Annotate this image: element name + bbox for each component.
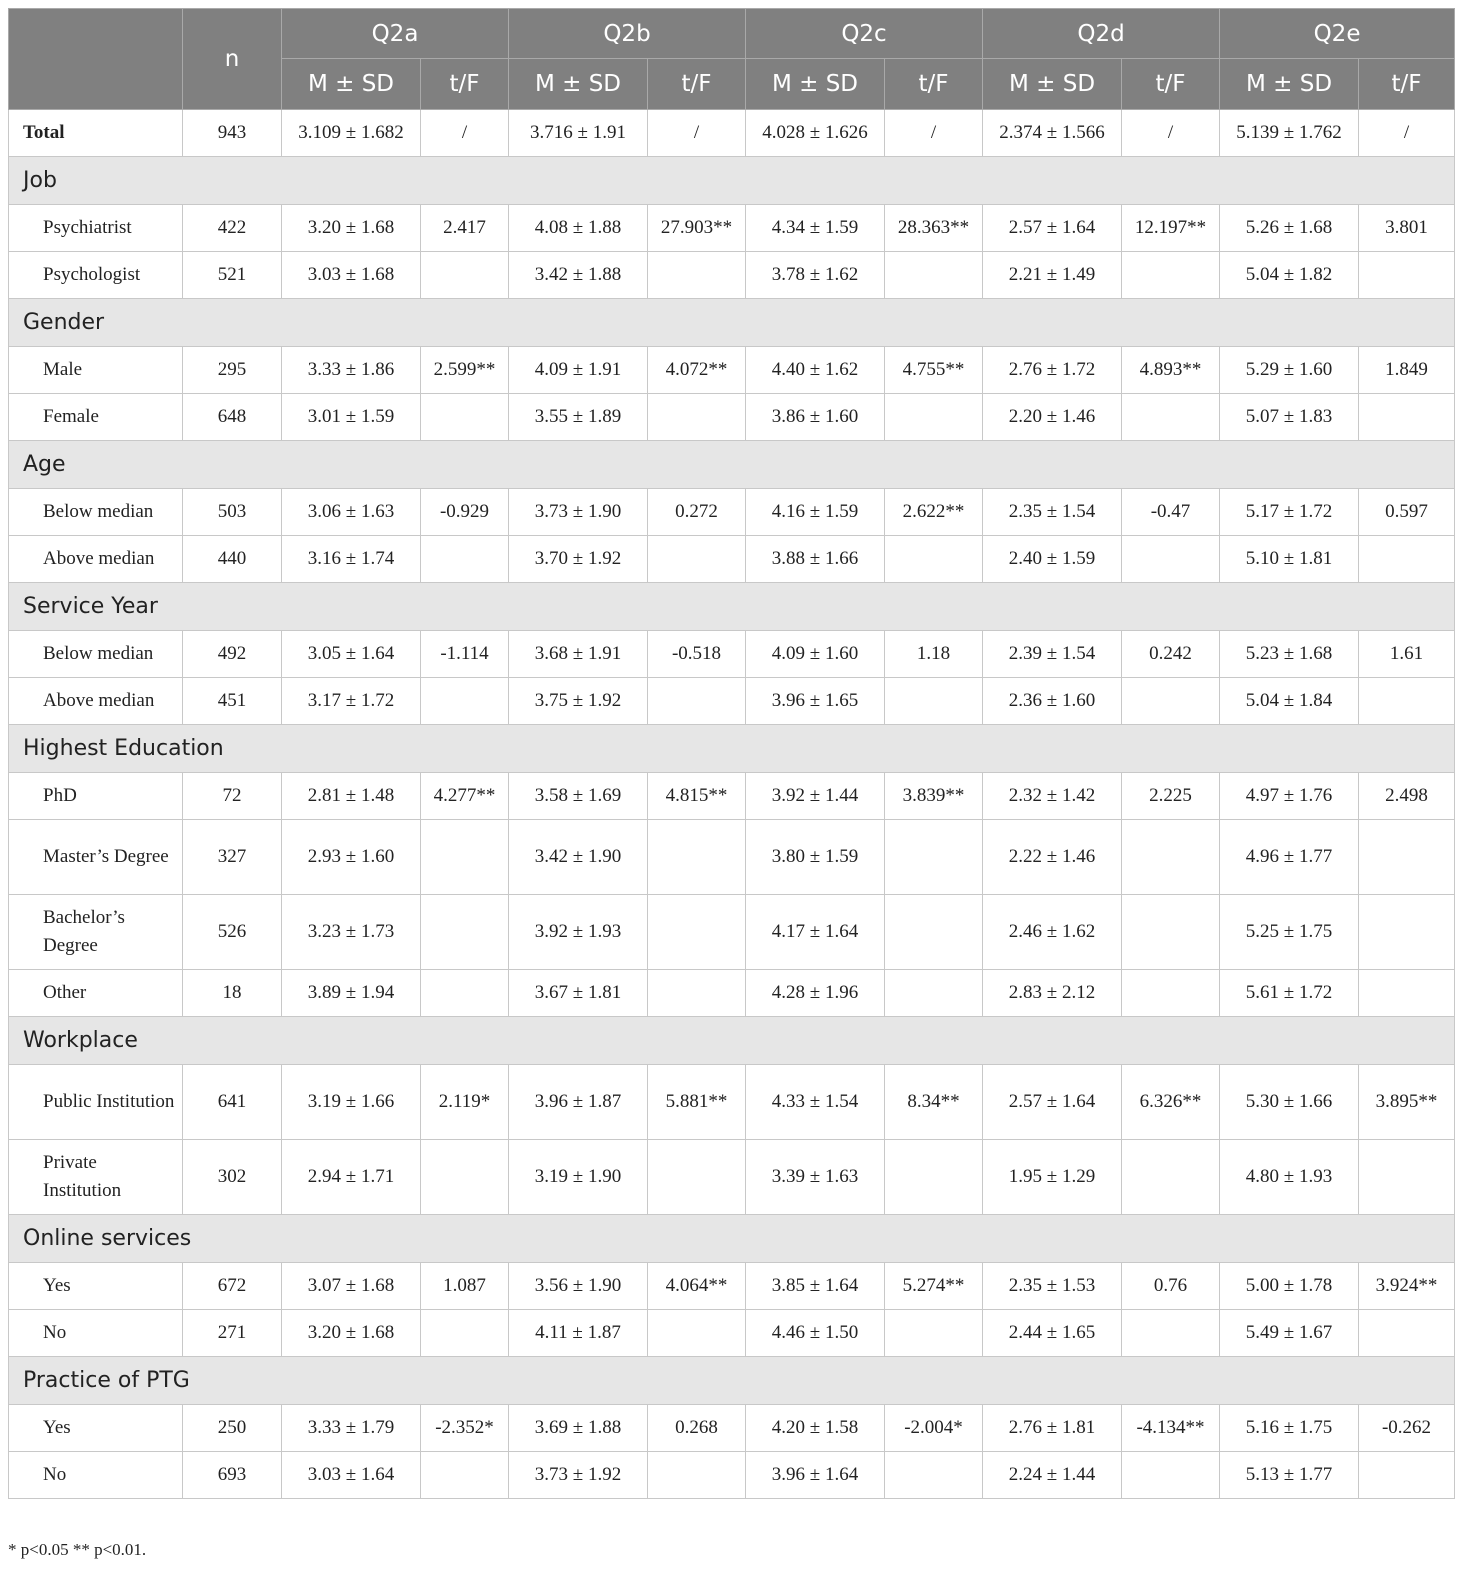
- table-cell: 5.17 ± 1.72: [1220, 489, 1359, 536]
- table-cell: 0.268: [648, 1405, 746, 1452]
- table-cell: [1122, 970, 1220, 1017]
- table-cell: 2.21 ± 1.49: [983, 252, 1122, 299]
- table-cell: 8.34**: [885, 1065, 983, 1140]
- header-n: n: [183, 9, 282, 110]
- table-cell: [885, 1310, 983, 1357]
- table-cell: [885, 820, 983, 895]
- table-cell: 1.95 ± 1.29: [983, 1140, 1122, 1215]
- table-row: [9, 631, 1455, 678]
- table-cell: 3.33 ± 1.79: [282, 1405, 421, 1452]
- table-cell: 2.76 ± 1.81: [983, 1405, 1122, 1452]
- row-n: 693: [183, 1452, 282, 1499]
- header-msd: M ± SD: [983, 59, 1122, 110]
- row-n: 302: [183, 1140, 282, 1215]
- table-cell: -0.518: [648, 631, 746, 678]
- table-cell: 4.16 ± 1.59: [746, 489, 885, 536]
- row-label: Yes: [9, 1263, 183, 1310]
- group-header-row: [9, 441, 1455, 489]
- table-cell: 3.05 ± 1.64: [282, 631, 421, 678]
- table-cell: 4.277**: [421, 773, 509, 820]
- header-msd: M ± SD: [282, 59, 421, 110]
- table-cell: 3.23 ± 1.73: [282, 895, 421, 970]
- results-table: [8, 8, 1455, 1499]
- total-n: 943: [183, 110, 282, 157]
- row-n: 440: [183, 536, 282, 583]
- table-cell: [1359, 536, 1455, 583]
- table-cell: -0.929: [421, 489, 509, 536]
- table-cell: 2.622**: [885, 489, 983, 536]
- table-cell: 5.274**: [885, 1263, 983, 1310]
- table-cell: 2.20 ± 1.46: [983, 394, 1122, 441]
- table-cell: [1359, 970, 1455, 1017]
- table-cell: 28.363**: [885, 205, 983, 252]
- table-cell: 3.96 ± 1.64: [746, 1452, 885, 1499]
- table-row: [9, 895, 1455, 970]
- table-cell: 2.94 ± 1.71: [282, 1140, 421, 1215]
- table-cell: 1.18: [885, 631, 983, 678]
- table-cell: 3.69 ± 1.88: [509, 1405, 648, 1452]
- table-cell: /: [885, 110, 983, 157]
- header-q2d: Q2d: [983, 9, 1220, 59]
- table-cell: [885, 252, 983, 299]
- table-cell: 5.881**: [648, 1065, 746, 1140]
- table-cell: 5.23 ± 1.68: [1220, 631, 1359, 678]
- row-label: Psychiatrist: [9, 205, 183, 252]
- table-cell: 3.96 ± 1.65: [746, 678, 885, 725]
- table-cell: [885, 394, 983, 441]
- table-cell: [1359, 1452, 1455, 1499]
- table-cell: 2.83 ± 2.12: [983, 970, 1122, 1017]
- table-cell: 3.20 ± 1.68: [282, 205, 421, 252]
- row-label: Yes: [9, 1405, 183, 1452]
- table-cell: 3.895**: [1359, 1065, 1455, 1140]
- table-cell: 3.92 ± 1.44: [746, 773, 885, 820]
- table-cell: 3.03 ± 1.68: [282, 252, 421, 299]
- group-title: Workplace: [9, 1017, 1455, 1065]
- table-cell: -4.134**: [1122, 1405, 1220, 1452]
- table-cell: [648, 678, 746, 725]
- row-label: Above median: [9, 678, 183, 725]
- table-cell: 3.03 ± 1.64: [282, 1452, 421, 1499]
- table-cell: 3.33 ± 1.86: [282, 347, 421, 394]
- header-msd: M ± SD: [1220, 59, 1359, 110]
- row-label: No: [9, 1452, 183, 1499]
- table-cell: [1359, 394, 1455, 441]
- table-cell: 3.07 ± 1.68: [282, 1263, 421, 1310]
- table-cell: 5.04 ± 1.84: [1220, 678, 1359, 725]
- table-cell: -2.004*: [885, 1405, 983, 1452]
- table-cell: 3.19 ± 1.90: [509, 1140, 648, 1215]
- table-row: [9, 970, 1455, 1017]
- group-header-row: [9, 725, 1455, 773]
- table-cell: 4.46 ± 1.50: [746, 1310, 885, 1357]
- header-tf: t/F: [421, 59, 509, 110]
- table-header: [9, 9, 1455, 110]
- table-cell: /: [421, 110, 509, 157]
- table-cell: [1359, 1310, 1455, 1357]
- table-cell: 5.00 ± 1.78: [1220, 1263, 1359, 1310]
- table-cell: [421, 820, 509, 895]
- table-cell: /: [648, 110, 746, 157]
- table-cell: 5.26 ± 1.68: [1220, 205, 1359, 252]
- table-cell: 4.064**: [648, 1263, 746, 1310]
- row-n: 271: [183, 1310, 282, 1357]
- header-q2b: Q2b: [509, 9, 746, 59]
- header-q2e: Q2e: [1220, 9, 1455, 59]
- table-cell: [648, 536, 746, 583]
- group-title: Age: [9, 441, 1455, 489]
- table-cell: 4.97 ± 1.76: [1220, 773, 1359, 820]
- table-cell: 2.76 ± 1.72: [983, 347, 1122, 394]
- table-cell: [421, 394, 509, 441]
- group-header-row: [9, 583, 1455, 631]
- header-tf: t/F: [1359, 59, 1455, 110]
- table-cell: 3.73 ± 1.92: [509, 1452, 648, 1499]
- table-cell: 2.417: [421, 205, 509, 252]
- table-cell: [648, 820, 746, 895]
- row-label: Bachelor’s Degree: [9, 895, 183, 970]
- table-cell: [648, 1310, 746, 1357]
- table-cell: 3.17 ± 1.72: [282, 678, 421, 725]
- table-cell: 3.78 ± 1.62: [746, 252, 885, 299]
- table-cell: -0.47: [1122, 489, 1220, 536]
- row-label: Female: [9, 394, 183, 441]
- table-cell: 4.11 ± 1.87: [509, 1310, 648, 1357]
- row-label: Male: [9, 347, 183, 394]
- group-header-row: [9, 1357, 1455, 1405]
- group-title: Highest Education: [9, 725, 1455, 773]
- row-n: 250: [183, 1405, 282, 1452]
- row-n: 526: [183, 895, 282, 970]
- table-cell: 2.35 ± 1.54: [983, 489, 1122, 536]
- table-cell: 2.57 ± 1.64: [983, 1065, 1122, 1140]
- table-cell: [1122, 1310, 1220, 1357]
- row-label: Master’s Degree: [9, 820, 183, 895]
- table-cell: [1359, 252, 1455, 299]
- table-cell: 4.815**: [648, 773, 746, 820]
- row-label: No: [9, 1310, 183, 1357]
- table-row: [9, 252, 1455, 299]
- table-cell: 3.20 ± 1.68: [282, 1310, 421, 1357]
- table-cell: 4.17 ± 1.64: [746, 895, 885, 970]
- header-q2a: Q2a: [282, 9, 509, 59]
- table-cell: 4.893**: [1122, 347, 1220, 394]
- table-cell: [648, 1140, 746, 1215]
- table-footnote: * p<0.05 ** p<0.01.: [8, 1540, 147, 1559]
- table-cell: 5.10 ± 1.81: [1220, 536, 1359, 583]
- table-cell: [1122, 820, 1220, 895]
- table-cell: 2.599**: [421, 347, 509, 394]
- table-cell: 3.55 ± 1.89: [509, 394, 648, 441]
- table-cell: 1.61: [1359, 631, 1455, 678]
- table-cell: -1.114: [421, 631, 509, 678]
- row-n: 451: [183, 678, 282, 725]
- table-cell: 2.57 ± 1.64: [983, 205, 1122, 252]
- table-cell: [1122, 1452, 1220, 1499]
- table-cell: 27.903**: [648, 205, 746, 252]
- table-cell: [648, 394, 746, 441]
- table-cell: -2.352*: [421, 1405, 509, 1452]
- row-n: 327: [183, 820, 282, 895]
- table-cell: [648, 970, 746, 1017]
- table-cell: 5.61 ± 1.72: [1220, 970, 1359, 1017]
- table-cell: 2.93 ± 1.60: [282, 820, 421, 895]
- group-title: Job: [9, 157, 1455, 205]
- table-cell: 2.81 ± 1.48: [282, 773, 421, 820]
- row-n: 18: [183, 970, 282, 1017]
- group-title: Service Year: [9, 583, 1455, 631]
- row-n: 672: [183, 1263, 282, 1310]
- group-header-row: [9, 299, 1455, 347]
- table-cell: 4.20 ± 1.58: [746, 1405, 885, 1452]
- table-cell: 5.04 ± 1.82: [1220, 252, 1359, 299]
- table-cell: [421, 895, 509, 970]
- row-n: 422: [183, 205, 282, 252]
- row-label: PhD: [9, 773, 183, 820]
- table-cell: [1122, 394, 1220, 441]
- table-cell: 2.46 ± 1.62: [983, 895, 1122, 970]
- table-cell: 0.597: [1359, 489, 1455, 536]
- table-cell: 5.13 ± 1.77: [1220, 1452, 1359, 1499]
- row-n: 492: [183, 631, 282, 678]
- table-cell: /: [1359, 110, 1455, 157]
- table-cell: 5.16 ± 1.75: [1220, 1405, 1359, 1452]
- group-header-row: [9, 1017, 1455, 1065]
- table-cell: 4.33 ± 1.54: [746, 1065, 885, 1140]
- table-row: [9, 489, 1455, 536]
- table-cell: 2.22 ± 1.46: [983, 820, 1122, 895]
- table-cell: [1122, 678, 1220, 725]
- table-cell: [648, 895, 746, 970]
- table-cell: [885, 1140, 983, 1215]
- total-label: Total: [9, 110, 183, 157]
- table-cell: 4.028 ± 1.626: [746, 110, 885, 157]
- table-row: [9, 773, 1455, 820]
- table-cell: 5.07 ± 1.83: [1220, 394, 1359, 441]
- table-cell: 3.89 ± 1.94: [282, 970, 421, 1017]
- row-n: 521: [183, 252, 282, 299]
- row-label: Psychologist: [9, 252, 183, 299]
- header-msd: M ± SD: [746, 59, 885, 110]
- table-cell: 0.272: [648, 489, 746, 536]
- header-tf: t/F: [648, 59, 746, 110]
- table-cell: [885, 536, 983, 583]
- group-header-row: [9, 1215, 1455, 1263]
- table-cell: 4.072**: [648, 347, 746, 394]
- table-cell: 3.39 ± 1.63: [746, 1140, 885, 1215]
- table-cell: [1359, 678, 1455, 725]
- table-cell: 3.75 ± 1.92: [509, 678, 648, 725]
- table-cell: 5.49 ± 1.67: [1220, 1310, 1359, 1357]
- table-cell: 3.58 ± 1.69: [509, 773, 648, 820]
- row-label: Other: [9, 970, 183, 1017]
- table-cell: 3.92 ± 1.93: [509, 895, 648, 970]
- table-cell: 3.85 ± 1.64: [746, 1263, 885, 1310]
- row-label: Above median: [9, 536, 183, 583]
- table-cell: 5.30 ± 1.66: [1220, 1065, 1359, 1140]
- table-cell: [1122, 895, 1220, 970]
- table-cell: [421, 1452, 509, 1499]
- table-cell: [421, 970, 509, 1017]
- table-cell: 3.70 ± 1.92: [509, 536, 648, 583]
- table-cell: 2.44 ± 1.65: [983, 1310, 1122, 1357]
- table-cell: 3.73 ± 1.90: [509, 489, 648, 536]
- table-cell: -0.262: [1359, 1405, 1455, 1452]
- table-cell: 2.35 ± 1.53: [983, 1263, 1122, 1310]
- table-row: [9, 1310, 1455, 1357]
- table-row: [9, 536, 1455, 583]
- table-cell: 3.16 ± 1.74: [282, 536, 421, 583]
- header-q2c: Q2c: [746, 9, 983, 59]
- group-title: Online services: [9, 1215, 1455, 1263]
- table-cell: 4.96 ± 1.77: [1220, 820, 1359, 895]
- table-cell: 4.80 ± 1.93: [1220, 1140, 1359, 1215]
- header-blank: [9, 9, 183, 110]
- table-row: [9, 1405, 1455, 1452]
- table-cell: 2.32 ± 1.42: [983, 773, 1122, 820]
- table-cell: 0.76: [1122, 1263, 1220, 1310]
- table-cell: 4.08 ± 1.88: [509, 205, 648, 252]
- table-cell: 3.96 ± 1.87: [509, 1065, 648, 1140]
- table-cell: 2.24 ± 1.44: [983, 1452, 1122, 1499]
- group-header-row: [9, 157, 1455, 205]
- table-row: [9, 1452, 1455, 1499]
- table-cell: 1.087: [421, 1263, 509, 1310]
- table-cell: 2.374 ± 1.566: [983, 110, 1122, 157]
- table-body: [9, 110, 1455, 1499]
- table-cell: [421, 252, 509, 299]
- table-cell: [885, 970, 983, 1017]
- row-label: Private Institution: [9, 1140, 183, 1215]
- table-cell: 4.09 ± 1.91: [509, 347, 648, 394]
- table-cell: [1359, 820, 1455, 895]
- table-row: [9, 394, 1455, 441]
- table-cell: 3.68 ± 1.91: [509, 631, 648, 678]
- table-cell: 4.09 ± 1.60: [746, 631, 885, 678]
- table-cell: [1359, 895, 1455, 970]
- table-cell: [421, 1310, 509, 1357]
- table-cell: /: [1122, 110, 1220, 157]
- table-cell: 12.197**: [1122, 205, 1220, 252]
- row-n: 503: [183, 489, 282, 536]
- table-cell: [885, 1452, 983, 1499]
- table-cell: 2.39 ± 1.54: [983, 631, 1122, 678]
- table-cell: 4.34 ± 1.59: [746, 205, 885, 252]
- table-cell: 3.88 ± 1.66: [746, 536, 885, 583]
- table-cell: 3.109 ± 1.682: [282, 110, 421, 157]
- total-row: [9, 110, 1455, 157]
- table-cell: 1.849: [1359, 347, 1455, 394]
- header-msd: M ± SD: [509, 59, 648, 110]
- table-cell: [648, 252, 746, 299]
- row-n: 72: [183, 773, 282, 820]
- header-tf: t/F: [885, 59, 983, 110]
- table-cell: 3.924**: [1359, 1263, 1455, 1310]
- table-cell: 3.19 ± 1.66: [282, 1065, 421, 1140]
- row-label: Below median: [9, 489, 183, 536]
- table-cell: [421, 678, 509, 725]
- table-cell: [421, 536, 509, 583]
- table-row: [9, 347, 1455, 394]
- table-cell: [885, 678, 983, 725]
- table-cell: 0.242: [1122, 631, 1220, 678]
- table-cell: [1122, 252, 1220, 299]
- table-cell: 3.80 ± 1.59: [746, 820, 885, 895]
- table-cell: 4.40 ± 1.62: [746, 347, 885, 394]
- table-cell: [648, 1452, 746, 1499]
- table-cell: 3.42 ± 1.88: [509, 252, 648, 299]
- table-cell: [1122, 1140, 1220, 1215]
- table-row: [9, 1065, 1455, 1140]
- table-cell: 2.225: [1122, 773, 1220, 820]
- table-cell: [421, 1140, 509, 1215]
- header-row-questions: [9, 9, 1455, 59]
- table-row: [9, 1263, 1455, 1310]
- table-cell: 4.28 ± 1.96: [746, 970, 885, 1017]
- table-cell: 5.25 ± 1.75: [1220, 895, 1359, 970]
- table-cell: 5.139 ± 1.762: [1220, 110, 1359, 157]
- header-tf: t/F: [1122, 59, 1220, 110]
- table-row: [9, 205, 1455, 252]
- table-cell: 3.801: [1359, 205, 1455, 252]
- table-cell: [1359, 1140, 1455, 1215]
- table-cell: 3.839**: [885, 773, 983, 820]
- table-cell: 4.755**: [885, 347, 983, 394]
- table-cell: 3.56 ± 1.90: [509, 1263, 648, 1310]
- table-cell: [885, 895, 983, 970]
- table-cell: 6.326**: [1122, 1065, 1220, 1140]
- table-cell: 2.40 ± 1.59: [983, 536, 1122, 583]
- table-cell: 3.67 ± 1.81: [509, 970, 648, 1017]
- table-cell: 3.86 ± 1.60: [746, 394, 885, 441]
- row-label: Below median: [9, 631, 183, 678]
- row-label: Public Institution: [9, 1065, 183, 1140]
- table-cell: 3.01 ± 1.59: [282, 394, 421, 441]
- table-cell: 3.42 ± 1.90: [509, 820, 648, 895]
- row-n: 648: [183, 394, 282, 441]
- table-row: [9, 820, 1455, 895]
- table-cell: 2.119*: [421, 1065, 509, 1140]
- table-cell: 3.06 ± 1.63: [282, 489, 421, 536]
- row-n: 295: [183, 347, 282, 394]
- table-cell: 2.36 ± 1.60: [983, 678, 1122, 725]
- group-title: Gender: [9, 299, 1455, 347]
- table-cell: [1122, 536, 1220, 583]
- table-row: [9, 678, 1455, 725]
- table-row: [9, 1140, 1455, 1215]
- group-title: Practice of PTG: [9, 1357, 1455, 1405]
- table-cell: 2.498: [1359, 773, 1455, 820]
- table-cell: 5.29 ± 1.60: [1220, 347, 1359, 394]
- row-n: 641: [183, 1065, 282, 1140]
- table-cell: 3.716 ± 1.91: [509, 110, 648, 157]
